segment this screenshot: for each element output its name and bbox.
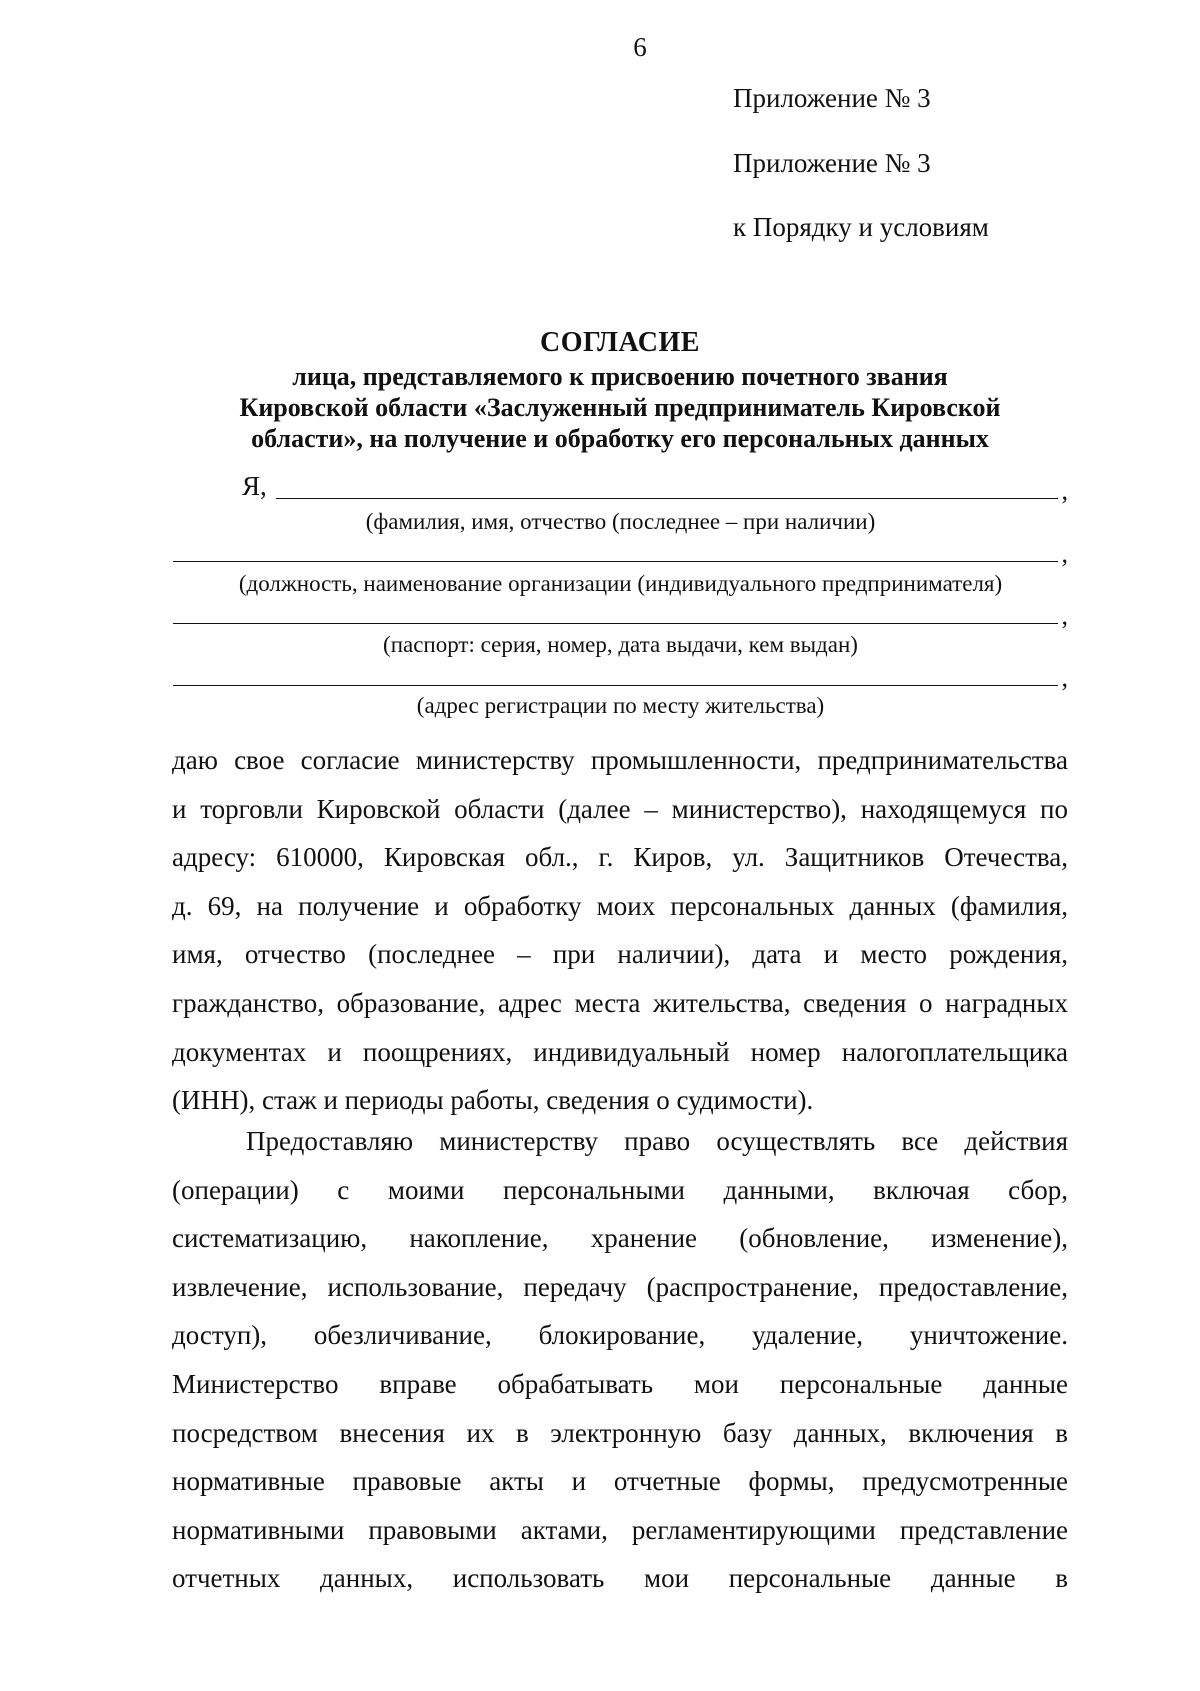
text-line: документах и поощрениях, индивидуальный номер налогоплательщика — [172, 1036, 1068, 1067]
line-comma: , — [1061, 663, 1068, 692]
text-line: нормативные правовые акты и отчетные формы, предусмотренные — [172, 1466, 1068, 1497]
position-caption: (должность, наименование организации (индивидуального предпринимателя) — [238, 571, 1003, 596]
line-comma: , — [1061, 601, 1068, 630]
name-fill-line[interactable] — [173, 471, 1068, 505]
title-main: СОГЛАСИЕ — [540, 327, 700, 358]
appendix-reference: к Порядку и условиям — [733, 212, 989, 242]
text-line: извлечение, использование, передачу (распространение, предоставление, — [172, 1271, 1068, 1302]
text-line: даю свое согласие министерству промышленности, предпринимательства — [172, 745, 1068, 775]
text-line: доступ), обезличивание, блокирование, удаление, уничтожение. — [172, 1320, 1068, 1351]
document-title — [172, 325, 1068, 454]
underline — [173, 561, 1058, 562]
text-line: отчетных данных, использовать мои персональные данные в — [172, 1563, 1068, 1594]
address-caption: (адрес регистрации по месту жительства) — [416, 693, 825, 718]
text-line: Предоставляю министерству право осуществлять все действия — [246, 1126, 1068, 1156]
rights-paragraph — [172, 1117, 1068, 1603]
passport-caption: (паспорт: серия, номер, дата выдачи, кем выдан) — [383, 632, 858, 657]
text-line: систематизацию, накопление, хранение (обновление, изменение), — [172, 1223, 1068, 1254]
text-line: посредством внесения их в электронную базу данных, включения в — [172, 1417, 1068, 1448]
page-number: 6 — [633, 32, 647, 62]
title-sub-line-1: лица, представляемого к присвоению почетного звания — [292, 362, 948, 391]
text-line: гражданство, образование, адрес места жительства, сведения о наградных — [172, 987, 1068, 1018]
consent-paragraph — [172, 736, 1068, 1125]
text-line: д. 69, на получение и обработку моих персональных данных (фамилия, — [172, 890, 1068, 921]
text-line: (операции) с моими персональными данными, включая сбор, — [172, 1174, 1068, 1205]
appendix-label-repeat: Приложение № 3 — [733, 148, 931, 178]
address-fill-line[interactable] — [173, 659, 1068, 692]
text-line: адресу: 610000, Кировская обл., г. Киров, ул. Защитников Отечества, — [172, 842, 1068, 873]
passport-fill-line[interactable] — [173, 597, 1068, 630]
underline — [173, 623, 1058, 624]
appendix-label: Приложение № 3 — [733, 83, 931, 113]
text-line: Министерство вправе обрабатывать мои персональные данные — [172, 1368, 1068, 1399]
line-comma: , — [1061, 539, 1068, 568]
name-caption: (фамилия, имя, отчество (последнее – при наличии) — [365, 509, 876, 534]
underline — [173, 685, 1058, 686]
title-sub-line-3: области», на получение и обработку его персональных данных — [251, 424, 989, 453]
text-line: нормативными правовыми актами, регламентирующими представление — [172, 1514, 1068, 1545]
underline — [276, 498, 1058, 499]
line-comma: , — [1061, 476, 1068, 505]
text-line: и торговли Кировской области (далее – министерство), находящемуся по — [172, 793, 1068, 824]
form-prefix: Я, — [242, 471, 267, 501]
title-sub-line-2: Кировской области «Заслуженный предприниматель Кировской — [239, 393, 1001, 422]
position-fill-line[interactable] — [173, 535, 1068, 568]
text-line: имя, отчество (последнее – при наличии), дата и место рождения, — [172, 939, 1068, 970]
text-line: (ИНН), стаж и периоды работы, сведения о судимости). — [172, 1085, 814, 1116]
